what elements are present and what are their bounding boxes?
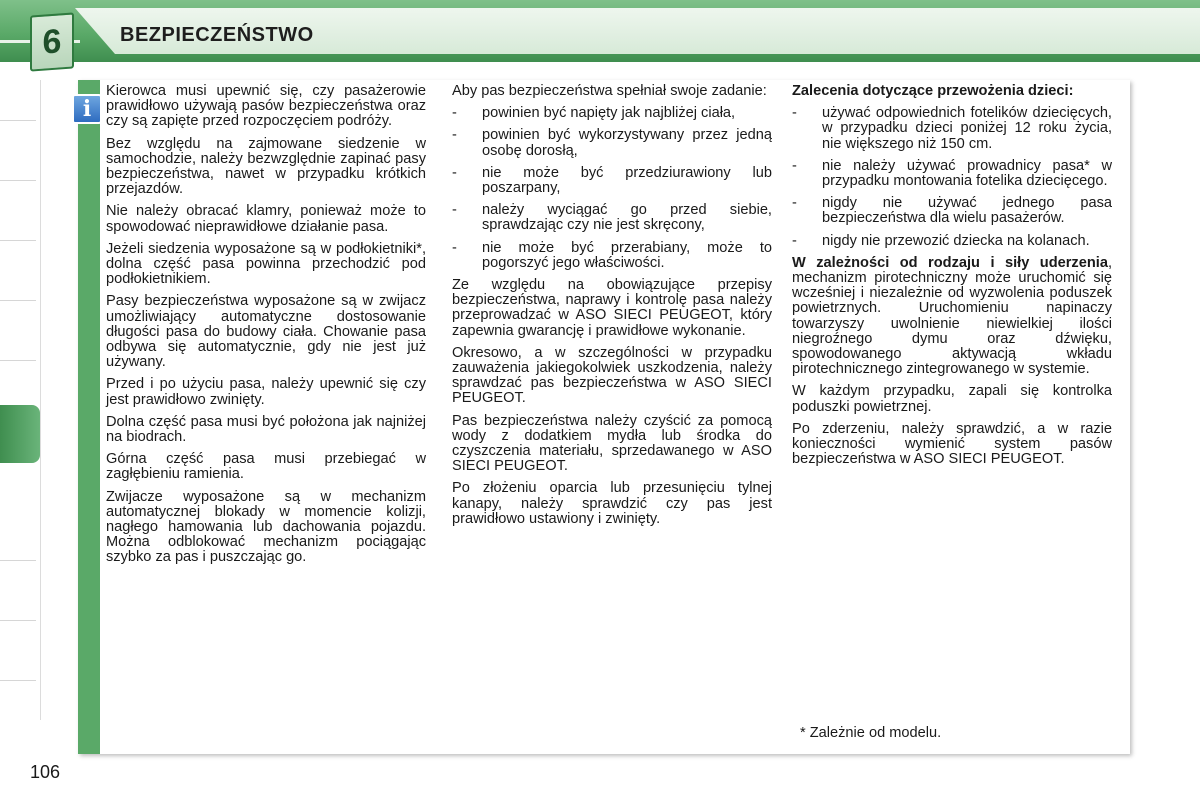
- paragraph: Jeżeli siedzenia wyposażone są w podłokietniki*, dolna część pasa powinna przechodzić pod podłokietnikiem.: [106, 240, 426, 288]
- list-item-text: nie może być przedziurawiony lub poszarpany,: [482, 164, 772, 197]
- paragraph: Aby pas bezpieczeństwa spełniał swoje zadanie:: [452, 83, 767, 99]
- side-tab[interactable]: [0, 560, 36, 601]
- paragraph: Dolna część pasa musi być położona jak najniżej na biodrach.: [106, 413, 426, 446]
- list-item: [452, 203, 772, 233]
- paragraph: Kierowca musi upewnić się, czy pasażerowie prawidłowo używają pasów bezpieczeństwa oraz czy są zapięte przed rozpoczęciem podróży.: [106, 83, 426, 130]
- side-tab[interactable]: [0, 240, 36, 281]
- list-item: [452, 166, 772, 196]
- side-tab-active-chapter[interactable]: [0, 405, 40, 463]
- paragraph: Zwijacze wyposażone są w mechanizm automatycznej blokady w momencie kolizji, nagłego hamowania lub dachowania pojazdu. Można odblokować mechanizm pociągając szybko za pas i puszczając go.: [106, 488, 426, 566]
- paragraph: Pasy bezpieczeństwa wyposażone są w zwijacz umożliwiający automatyczne dostosowanie długości pasa do budowy ciała. Chowanie pasa odbywa się automatycznie, gdy nie jest już używany.: [106, 293, 426, 371]
- side-tab[interactable]: [0, 300, 36, 341]
- side-tab[interactable]: [0, 180, 36, 221]
- paragraph: Przed i po użyciu pasa, należy upewnić się czy jest prawidłowo zwinięty.: [106, 376, 426, 408]
- list-item-text: nie może być przerabiany, może to pogorszyć jego właściwości.: [482, 239, 772, 271]
- side-tab[interactable]: [0, 120, 36, 161]
- page-title: BEZPIECZEŃSTWO: [120, 24, 314, 46]
- paragraph: Okresowo, a w szczególności w przypadku zauważenia jakiegokolwiek uszkodzenia, należy sprawdzać pas bezpieczeństwa w ASO SIECI PEUGEOT.: [452, 344, 772, 407]
- list-item: [792, 196, 1112, 226]
- paragraph: Górna część pasa musi przebiegać w zagłębieniu ramienia.: [106, 451, 426, 483]
- column-left: [106, 84, 426, 573]
- bullet-dash: -: [452, 164, 457, 181]
- bullet-dash: -: [452, 202, 457, 219]
- column-middle: [452, 84, 772, 534]
- paragraph-rest: , mechanizm pirotechniczny może uruchomić się wcześniej i niezależnie od wyzwolenia poduszek powietrznych. Uruchomieniu napinaczy towarzyszy uwolnienie niewielkiej ilości niegroźnego dymu oraz dźwięku, spowodowanego aktywacją wkładu pirotechnicznego zintegrowanego w systemie.: [792, 254, 1112, 378]
- list-item-text: powinien być napięty jak najbliżej ciała,: [482, 105, 736, 122]
- section-heading: Zalecenia dotyczące przewożenia dzieci:: [792, 83, 1074, 99]
- list-item-text: należy wyciągać go przed siebie, sprawdzając czy nie jest skręcony,: [482, 202, 772, 234]
- bold-lead: W zależności od rodzaju i siły uderzenia: [792, 254, 1108, 271]
- list-item: [792, 234, 1112, 249]
- side-tab[interactable]: [0, 360, 36, 401]
- side-tab[interactable]: [0, 680, 36, 721]
- bullet-dash: -: [792, 105, 797, 122]
- list-item: [452, 106, 772, 121]
- paragraph: Pas bezpieczeństwa należy czyścić za pomocą wody z dodatkiem mydła lub środka do czyszczenia materiału, sprzedawanego w ASO SIECI PEUGEOT.: [452, 412, 772, 475]
- paragraph: Po złożeniu oparcia lub przesunięciu tylnej kanapy, należy sprawdzić czy pas jest prawidłowo ustawiony i zwinięty.: [452, 480, 772, 527]
- paragraph: [792, 256, 1112, 378]
- paragraph: Ze względu na obowiązujące przepisy bezpieczeństwa, naprawy i kontrolę pasa należy przeprowadzać w ASO SIECI PEUGEOT, który zapewnia gwarancję i prawidłowe wykonanie.: [452, 277, 772, 339]
- paragraph: Po zderzeniu, należy sprawdzić, a w razie konieczności wymienić system pasów bezpieczeństwa w ASO SIECI PEUGEOT.: [792, 420, 1112, 468]
- info-icon: i: [72, 94, 102, 124]
- bullet-dash: -: [792, 232, 797, 249]
- paragraph: Nie należy obracać klamry, ponieważ może to spowodować nieprawidłowe działanie pasa.: [106, 203, 426, 235]
- bullet-dash: -: [452, 239, 457, 256]
- list-item-text: nie należy używać prowadnicy pasa* w przypadku montowania fotelika dziecięcego.: [822, 157, 1112, 190]
- footnote: * Zależnie od modelu.: [800, 725, 942, 741]
- list-item-text: nigdy nie przewozić dziecka na kolanach.: [822, 232, 1090, 249]
- list-item: [792, 106, 1112, 152]
- list-item-text: powinien być wykorzystywany przez jedną osobę dorosłą,: [482, 127, 772, 159]
- paragraph: Bez względu na zajmowane siedzenie w samochodzie, należy bezwzględnie zapinać pasy bezpieczeństwa, nawet w przypadku krótkich przejazdów.: [106, 135, 426, 198]
- side-chapter-tabs: [0, 80, 41, 720]
- list-item: [792, 159, 1112, 189]
- bullet-dash: -: [452, 105, 457, 122]
- bullet-dash: -: [452, 127, 457, 144]
- chapter-number-badge: 6: [30, 12, 74, 71]
- page-number: 106: [30, 762, 61, 782]
- list-item: [452, 241, 772, 271]
- column-right: [792, 84, 1112, 474]
- paragraph: W każdym przypadku, zapali się kontrolka poduszki powietrznej.: [792, 383, 1112, 415]
- list-item-text: nigdy nie używać jednego pasa bezpieczeństwa dla wielu pasażerów.: [822, 195, 1112, 227]
- list-item-text: używać odpowiednich fotelików dziecięcych, w przypadku dzieci poniżej 12 roku życia, nie większego niż 150 cm.: [822, 105, 1112, 152]
- list-item: [452, 128, 772, 158]
- bullet-dash: -: [792, 157, 797, 174]
- bullet-dash: -: [792, 195, 797, 212]
- side-tab[interactable]: [0, 620, 36, 661]
